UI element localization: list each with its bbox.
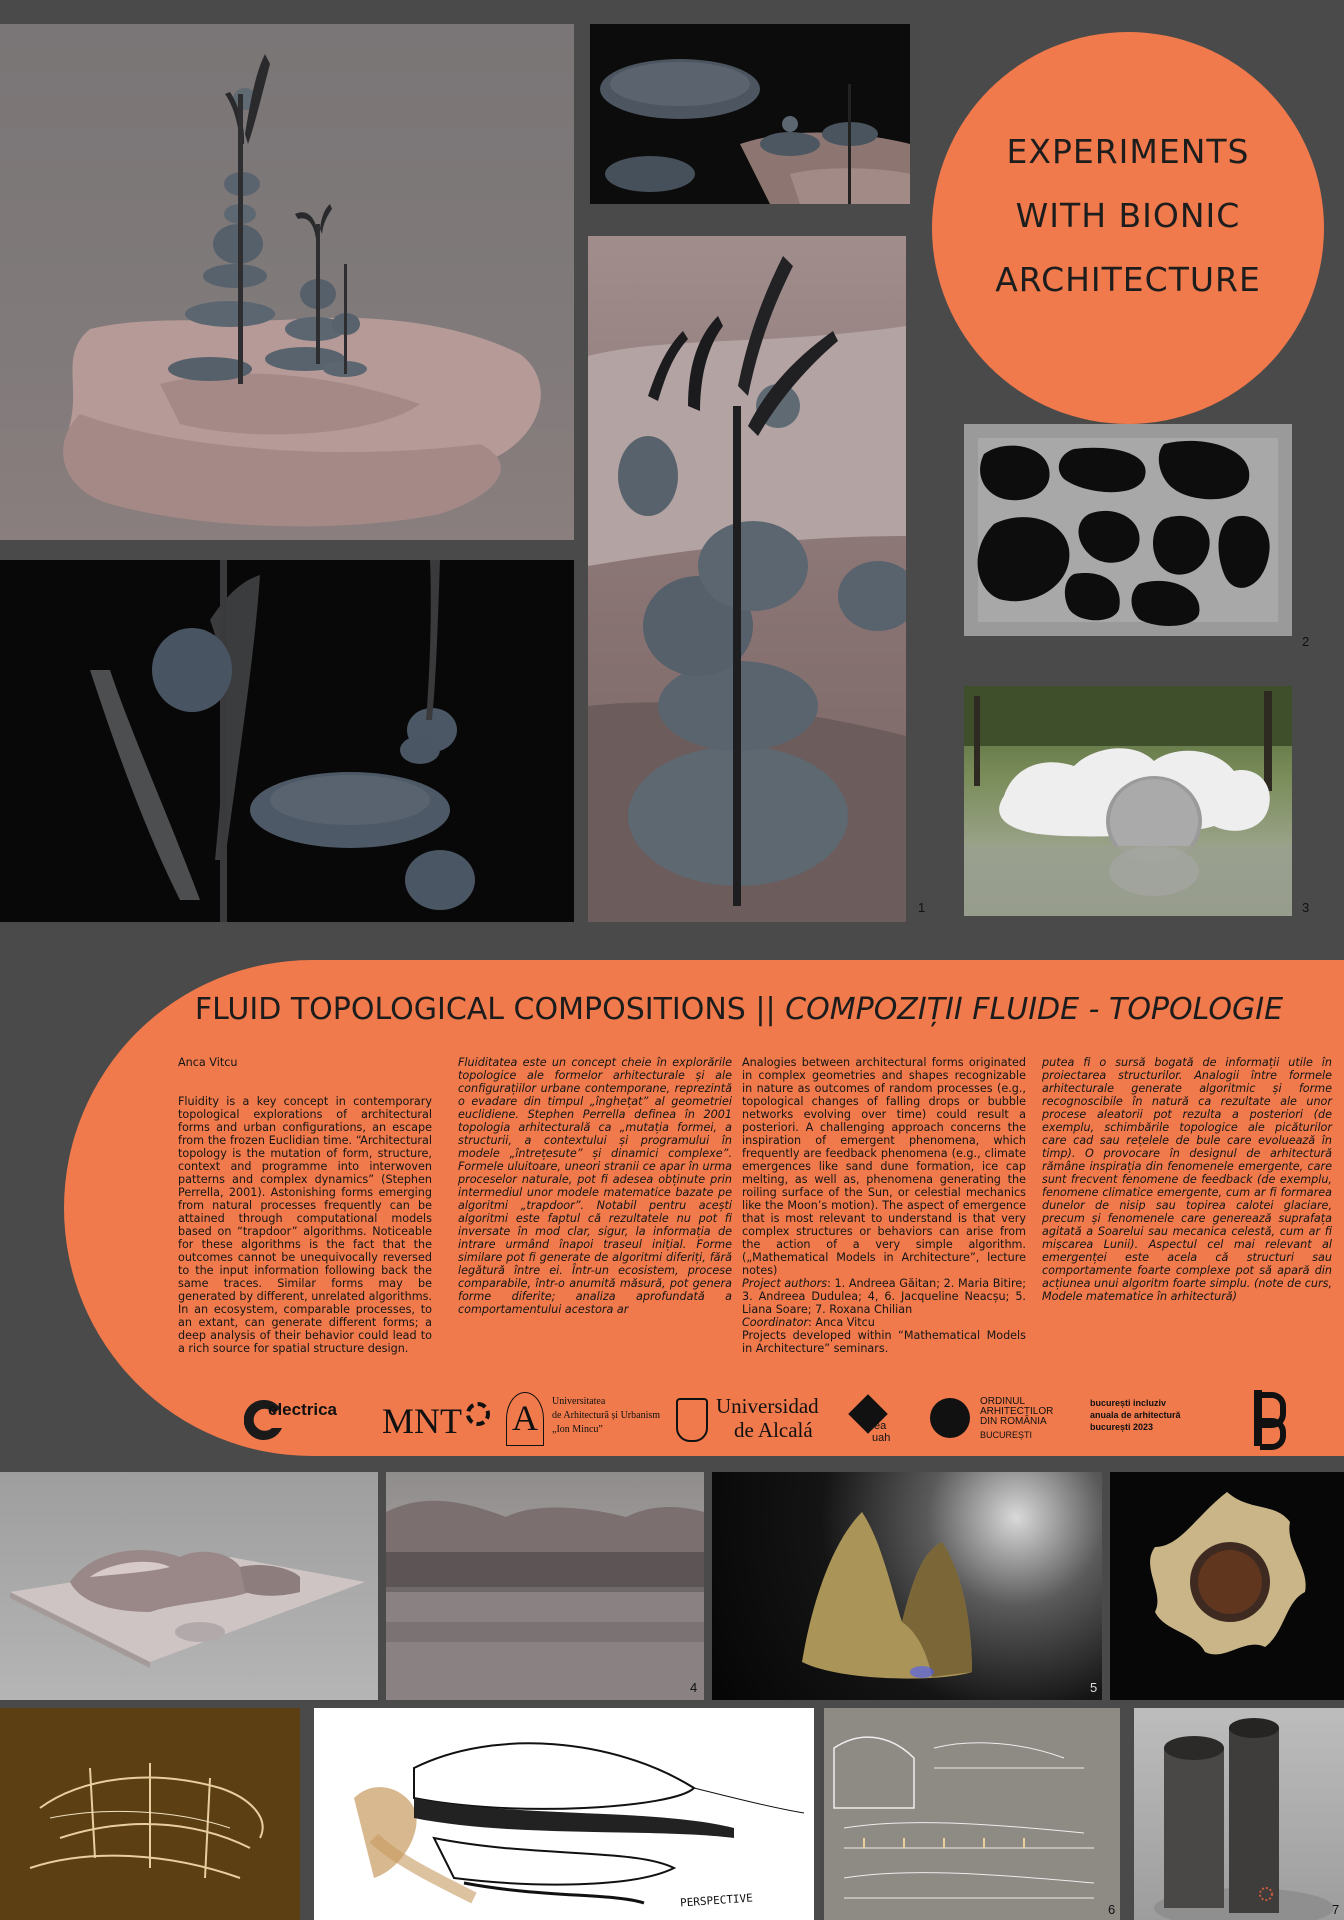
text-band	[64, 960, 1344, 1456]
render-reflective-interior	[386, 1472, 704, 1700]
figure-number-4: 4	[690, 1680, 698, 1695]
coordinator-label: Coordinator	[742, 1316, 809, 1329]
heading-english: FLUID TOPOLOGICAL COMPOSITIONS	[194, 992, 746, 1027]
eauah-line-2: uah	[872, 1432, 891, 1444]
title-line-3: ARCHITECTURE	[995, 260, 1261, 299]
sketch-perspective	[314, 1708, 814, 1920]
uauim-line-1: Universitatea	[552, 1396, 606, 1407]
poster-title	[932, 120, 1324, 312]
anuala-line-3: bucurești 2023	[1090, 1422, 1154, 1432]
author-name: Anca Vitcu	[178, 1056, 238, 1069]
text-column-1	[178, 1056, 432, 1355]
anuala-line-2: anuala de arhitectură	[1090, 1410, 1181, 1420]
projects-note: Projects developed within “Mathematical Models in Architecture” seminars.	[742, 1329, 1026, 1355]
authors-label: Project authors	[742, 1277, 828, 1290]
paragraph-romanian-1: Fluiditatea este un concept cheie în explorările topologice ale formelor arhitecturale și ale configurațiilor urbane contemporane, reprezintă o evadare din timpul „înghețat” al geometriei euclidiene. Stephen Perrella definea în 2001 topologia arhitecturală ca „mutația formei, a structurii, a contextului și programului în modele „întrețesute” și dinamici complexe”. Formele uluitoare, uneori stranii ce apar în urma proceselor naturale, pot fi adesea obținute prin intermediul unor modele matematice bazate pe algoritmi „trapdoor”. Notabil pentru acești algoritmi este faptul că rezultatele nu pot fi inversate în mod clar, sigur, la informația de intrare urmând înapoi traseul inițial. Forme similare pot fi generate de algoritmi diferiți, fără legătură între ei. Într-un ecosistem, procese comparabile, într-o anumită măsură, pot genera forme diferite; analiza aprofundată a comportamentului acestora ar	[458, 1056, 732, 1316]
sketch-brown-landscape	[0, 1708, 300, 1920]
oar-logo	[930, 1394, 1070, 1446]
figure-number-7: 7	[1332, 1902, 1340, 1917]
uauim-logo	[506, 1390, 661, 1450]
alcala-logo	[676, 1392, 826, 1448]
title-circle	[932, 32, 1324, 424]
mnt-text: MNT	[382, 1401, 462, 1441]
alcala-crest-icon	[676, 1398, 708, 1442]
photo-park-installation	[964, 686, 1292, 916]
figure-number-3: 3	[1302, 900, 1310, 915]
alcala-line-2: de Alcalá	[734, 1418, 813, 1442]
paragraph-romanian-2: putea fi o sursă bogată de informații utile în proiectarea structurilor. Analogii între formele arhitecturale generate algoritmic și forme recognoscibile în natură ca rezultate ale unor procese aleatorii pot rezulta a posteriori (de exemplu, schimbările topologice ale picăturilor care cad sau rețelele de bule care evoluează în timp). O provocare în designul de arhitectură rămâne inspirația din fenomenele emergente, care sunt frecvent fenomene de feedback (de exemplu, fenomene climatice emergente, cum ar fi formarea dunelor de nisip sau topirea calotei glaciare, precum și fenomenele care generează suprafața agitată a Soarelui sau mecanica celestă, cum ar fi mișcarea Lunii). Aspectul cel mai relevant al emergenței este acela că structuri sau comportamente foarte complexe pot să apară din acțiunea unui algoritm foarte simplu. (note de curs, Modele matematice în arhitectură)	[1042, 1056, 1332, 1303]
render-sculpture-overview	[0, 24, 574, 540]
authors-list: : 1. Andreea Găitan; 2. Maria Bitire; 3. Andreea Dudulea; 4, 6. Jacqueline Neacșu; 5. Liana Soare; 7. Roxana Chilian	[742, 1277, 1026, 1316]
oar-line-3: DIN ROMÂNIA	[980, 1416, 1047, 1427]
sponsor-logos	[244, 1390, 1344, 1450]
uauim-line-3: „Ion Mincu”	[552, 1424, 603, 1435]
alcala-line-1: Universidad	[716, 1394, 819, 1418]
text-column-3	[742, 1056, 1026, 1355]
electrica-text: electrica	[268, 1400, 337, 1419]
render-dark-sculpture	[0, 560, 574, 922]
heading-separator: ||	[745, 992, 786, 1027]
paragraph-english-1: Fluidity is a key concept in contemporary topological explorations of architectural forms and urban configurations, an escape from the frozen Euclidian time. “Architectural topology is the mutation of form, structure, context and programme into interwoven patterns and complex dynamics” (Stephen Perrella, 2001). Astonishing forms emerging from natural processes frequently can be attained through computational models based on “trapdoor” algorithms. Noticeable for these algorithms is the fact that the outcomes cannot be unequivocally reversed to the input information following back the same traces. Similar forms may be generated by different, unrelated algorithms. In an ecosystem, comparable processes, to an extant, can generate different forms; a deep analysis of their behavior could lead to a rich source for spatial structure design.	[178, 1095, 432, 1355]
coordinator-name: : Anca Vitcu	[808, 1316, 875, 1329]
uauim-a-icon: A	[506, 1392, 544, 1446]
band-heading	[184, 992, 1294, 1027]
oar-line-2: ARHITECTILOR	[980, 1406, 1054, 1417]
figure-number-1: 1	[918, 900, 926, 915]
text-column-2	[458, 1056, 732, 1316]
gear-icon	[466, 1402, 490, 1426]
render-blob-pattern	[964, 424, 1292, 636]
anuala-line-1: bucurești incluziv	[1090, 1398, 1167, 1408]
title-line-2: WITH BIONIC	[1015, 196, 1241, 235]
sketch-label: PERSPECTIVE	[679, 1891, 754, 1910]
electrica-serv-logo	[244, 1394, 364, 1446]
oar-line-4: BUCUREȘTI	[980, 1430, 1033, 1440]
oar-line-1: ORDINUL	[980, 1396, 1026, 1407]
oar-mark-icon	[930, 1398, 970, 1438]
title-line-1: EXPERIMENTS	[1006, 132, 1250, 171]
figure-number-6: 6	[1108, 1902, 1116, 1917]
eauah-line-1: ea	[874, 1420, 887, 1432]
eauah-logo	[848, 1392, 908, 1448]
render-landscape-model	[0, 1472, 378, 1700]
uauim-line-2: de Arhitectură și Urbanism	[552, 1410, 661, 1421]
heading-romanian: COMPOZIȚII FLUIDE - TOPOLOGIE	[785, 992, 1284, 1027]
anuala-mark-icon	[1254, 1390, 1284, 1446]
figure-number-2: 2	[1302, 634, 1310, 649]
sketch-sections-grey	[824, 1708, 1120, 1920]
paragraph-english-2: Analogies between architectural forms originated in complex geometries and shapes recognizable in nature as outcomes of random processes (e.g., topological changes of falling drops or bubble networks evolving over time) could result a posteriori. A challenging approach concerns the inspiration of emergent phenomena, which frequently are feedback phenomena (e.g., climate emergences like sand dune formation, ice cap melting, as well as, phenomena generating the roiling surface of the Sun, or celestial mechanics like the Moon’s motion). The aspect of emergence that is most relevant to understand is that very complex structures or behaviors can arise from the action of a very simple algorithm. („Mathematical Models in Architecture”, lecture notes)	[742, 1056, 1026, 1277]
anuala-logo	[1090, 1398, 1230, 1442]
mnt-logo	[382, 1398, 492, 1442]
render-gold-form	[712, 1472, 1102, 1700]
figure-number-5: 5	[1090, 1680, 1098, 1695]
render-star-shell	[1110, 1472, 1344, 1700]
render-tall-sculpture	[588, 236, 906, 922]
text-column-4	[1042, 1056, 1332, 1303]
render-dark-discs-top	[590, 24, 910, 204]
render-grey-cylinders	[1134, 1708, 1344, 1920]
